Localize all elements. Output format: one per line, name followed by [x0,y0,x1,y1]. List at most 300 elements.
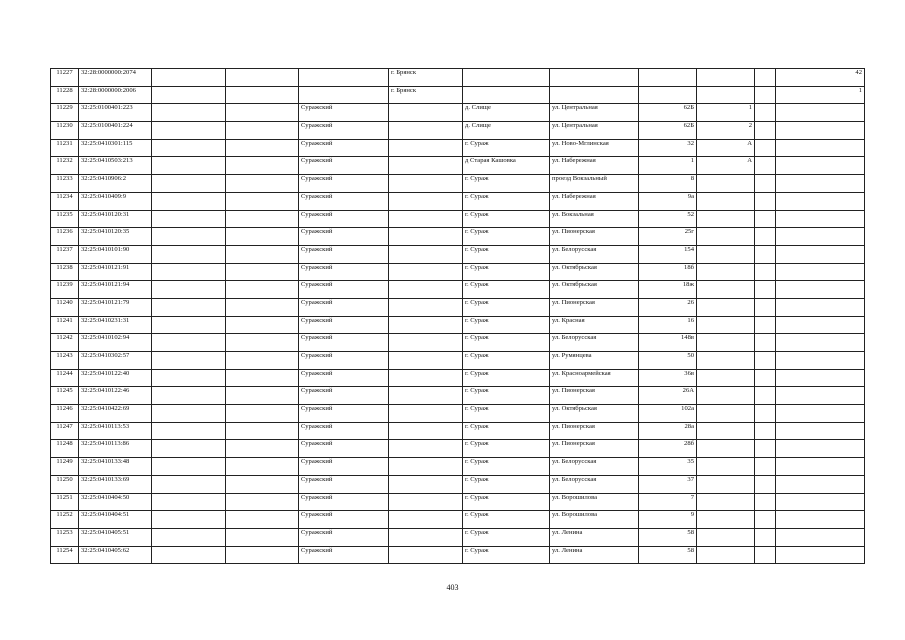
empty-cell [755,139,776,157]
empty-cell [755,369,776,387]
locality-cell: г. Сураж [463,281,550,299]
locality-cell: г. Сураж [463,263,550,281]
empty-cell [755,511,776,529]
unit-cell [697,263,755,281]
empty-cell [755,422,776,440]
row-number: 11237 [51,245,79,263]
empty-cell [152,528,226,546]
empty-cell [226,210,299,228]
empty-cell [152,245,226,263]
district-cell [299,86,389,104]
cadastral-number: 32:28:0000000:2006 [79,86,152,104]
house-number: 26 [639,298,697,316]
unit-cell [697,493,755,511]
unit-cell [697,369,755,387]
settlement-cell [389,245,463,263]
extra-cell [776,511,865,529]
unit-cell [697,69,755,87]
empty-cell [755,352,776,370]
empty-cell [755,210,776,228]
table-row [51,440,865,458]
table-row [51,281,865,299]
settlement-cell [389,175,463,193]
locality-cell: г. Сураж [463,546,550,564]
locality-cell: д. Слище [463,122,550,140]
district-cell: Суражский [299,175,389,193]
row-number: 11253 [51,528,79,546]
house-number: 18б [639,263,697,281]
house-number: 32 [639,139,697,157]
street-cell: проезд Вокзальный [550,175,639,193]
empty-cell [755,281,776,299]
house-number: 58 [639,528,697,546]
table-row [51,316,865,334]
extra-cell [776,298,865,316]
settlement-cell [389,192,463,210]
empty-cell [226,405,299,423]
unit-cell [697,192,755,210]
empty-cell [226,139,299,157]
empty-cell [755,405,776,423]
street-cell: ул. Набережная [550,157,639,175]
settlement-cell [389,511,463,529]
district-cell: Суражский [299,387,389,405]
empty-cell [226,298,299,316]
settlement-cell [389,263,463,281]
empty-cell [755,298,776,316]
street-cell: ул. Октябрьская [550,263,639,281]
table-row [51,104,865,122]
empty-cell [152,139,226,157]
empty-cell [226,511,299,529]
street-cell: ул. Вокзальная [550,210,639,228]
district-cell: Суражский [299,298,389,316]
empty-cell [226,528,299,546]
cadastral-number: 32:25:0410133:48 [79,458,152,476]
row-number: 11254 [51,546,79,564]
street-cell: ул. Красная [550,316,639,334]
street-cell: ул. Пионерская [550,298,639,316]
extra-cell [776,440,865,458]
table-row [51,528,865,546]
cadastral-number: 32:25:0100401:223 [79,104,152,122]
row-number: 11240 [51,298,79,316]
table-row [51,493,865,511]
cadastral-number: 32:28:0000000:2074 [79,69,152,87]
settlement-cell: г. Брянск [389,69,463,87]
empty-cell [226,104,299,122]
locality-cell: г. Сураж [463,422,550,440]
district-cell: Суражский [299,192,389,210]
street-cell: ул. Белорусская [550,245,639,263]
empty-cell [152,122,226,140]
locality-cell: г. Сураж [463,440,550,458]
house-number: 25г [639,228,697,246]
district-cell: Суражский [299,352,389,370]
unit-cell [697,440,755,458]
table-row [51,192,865,210]
street-cell: ул. Центральная [550,122,639,140]
locality-cell: д Старая Кашовка [463,157,550,175]
empty-cell [755,86,776,104]
locality-cell: г. Сураж [463,352,550,370]
row-number: 11227 [51,69,79,87]
empty-cell [226,69,299,87]
empty-cell [755,192,776,210]
empty-cell [152,334,226,352]
street-cell: ул. Октябрьская [550,405,639,423]
empty-cell [755,316,776,334]
empty-cell [152,86,226,104]
settlement-cell [389,352,463,370]
locality-cell [463,69,550,87]
street-cell: ул. Румянцева [550,352,639,370]
empty-cell [226,458,299,476]
empty-cell [152,369,226,387]
cadastral-number: 32:25:0410121:91 [79,263,152,281]
street-cell: ул. Красноармейская [550,369,639,387]
row-number: 11236 [51,228,79,246]
row-number: 11250 [51,475,79,493]
extra-cell [776,369,865,387]
empty-cell [152,458,226,476]
extra-cell [776,387,865,405]
table-row [51,334,865,352]
street-cell: ул. Пионерская [550,440,639,458]
unit-cell [697,528,755,546]
extra-cell [776,546,865,564]
district-cell: Суражский [299,475,389,493]
empty-cell [152,210,226,228]
cadastral-number: 32:25:0410102:94 [79,334,152,352]
cadastral-number: 32:25:0410503:213 [79,157,152,175]
row-number: 11233 [51,175,79,193]
extra-cell [776,422,865,440]
street-cell: ул. Пионерская [550,422,639,440]
street-cell: ул. Белорусская [550,458,639,476]
district-cell: Суражский [299,528,389,546]
settlement-cell [389,405,463,423]
cadastral-number: 32:25:0410121:79 [79,298,152,316]
empty-cell [226,192,299,210]
table-row [51,122,865,140]
district-cell: Суражский [299,369,389,387]
extra-cell [776,316,865,334]
settlement-cell [389,228,463,246]
table-row [51,511,865,529]
empty-cell [755,175,776,193]
row-number: 11228 [51,86,79,104]
unit-cell: А [697,157,755,175]
cadastral-number: 32:25:0410302:57 [79,352,152,370]
street-cell [550,69,639,87]
empty-cell [755,475,776,493]
row-number: 11249 [51,458,79,476]
locality-cell: г. Сураж [463,192,550,210]
settlement-cell [389,104,463,122]
settlement-cell [389,316,463,334]
cadastral-number: 32:25:0410906:2 [79,175,152,193]
locality-cell: г. Сураж [463,228,550,246]
house-number: 62Б [639,104,697,122]
empty-cell [755,228,776,246]
district-cell: Суражский [299,458,389,476]
empty-cell [755,493,776,511]
unit-cell [697,422,755,440]
extra-cell [776,245,865,263]
row-number: 11230 [51,122,79,140]
empty-cell [152,387,226,405]
row-number: 11251 [51,493,79,511]
empty-cell [226,122,299,140]
district-cell: Суражский [299,139,389,157]
page-number: 403 [446,583,459,592]
unit-cell [697,387,755,405]
empty-cell [226,493,299,511]
empty-cell [152,157,226,175]
extra-cell [776,175,865,193]
district-cell: Суражский [299,157,389,175]
empty-cell [152,405,226,423]
extra-cell [776,458,865,476]
district-cell: Суражский [299,281,389,299]
street-cell [550,86,639,104]
street-cell: ул. Центральная [550,104,639,122]
empty-cell [152,228,226,246]
locality-cell: г. Сураж [463,139,550,157]
locality-cell: г. Сураж [463,528,550,546]
table-row [51,422,865,440]
settlement-cell [389,210,463,228]
unit-cell [697,475,755,493]
empty-cell [226,281,299,299]
unit-cell [697,405,755,423]
street-cell: ул. Ворошилова [550,511,639,529]
empty-cell [152,69,226,87]
empty-cell [226,387,299,405]
street-cell: ул. Пионерская [550,387,639,405]
row-number: 11235 [51,210,79,228]
locality-cell: г. Сураж [463,458,550,476]
settlement-cell [389,369,463,387]
empty-cell [226,245,299,263]
unit-cell: 1 [697,104,755,122]
extra-cell [776,104,865,122]
empty-cell [755,387,776,405]
empty-cell [152,475,226,493]
settlement-cell [389,139,463,157]
table-row [51,352,865,370]
locality-cell: г. Сураж [463,369,550,387]
locality-cell [463,86,550,104]
house-number: 36в [639,369,697,387]
extra-cell [776,228,865,246]
row-number: 11244 [51,369,79,387]
empty-cell [152,511,226,529]
house-number: 28а [639,422,697,440]
house-number: 18ж [639,281,697,299]
empty-cell [755,458,776,476]
extra-cell [776,281,865,299]
locality-cell: г. Сураж [463,334,550,352]
row-number: 11241 [51,316,79,334]
street-cell: ул. Пионерская [550,228,639,246]
empty-cell [226,440,299,458]
row-number: 11238 [51,263,79,281]
empty-cell [152,440,226,458]
locality-cell: г. Сураж [463,511,550,529]
cadastral-number: 32:25:0410404:51 [79,511,152,529]
unit-cell [697,546,755,564]
table-row [51,69,865,87]
table-row [51,475,865,493]
locality-cell: г. Сураж [463,245,550,263]
table-row [51,86,865,104]
house-number: 9 [639,511,697,529]
table-row [51,139,865,157]
street-cell: ул. Белорусская [550,475,639,493]
district-cell: Суражский [299,245,389,263]
table-row [51,387,865,405]
unit-cell [697,281,755,299]
house-number [639,69,697,87]
house-number [639,86,697,104]
house-number: 62Б [639,122,697,140]
unit-cell [697,316,755,334]
house-number: 58 [639,546,697,564]
settlement-cell [389,122,463,140]
empty-cell [755,69,776,87]
empty-cell [226,546,299,564]
row-number: 11234 [51,192,79,210]
unit-cell [697,210,755,228]
cadastral-number: 32:25:0410231:31 [79,316,152,334]
row-number: 11246 [51,405,79,423]
cadastral-number: 32:25:0410120:35 [79,228,152,246]
extra-cell [776,493,865,511]
settlement-cell [389,546,463,564]
empty-cell [755,546,776,564]
street-cell: ул. Набережная [550,192,639,210]
street-cell: ул. Октябрьская [550,281,639,299]
house-number: 35 [639,458,697,476]
empty-cell [226,263,299,281]
row-number: 11247 [51,422,79,440]
empty-cell [226,86,299,104]
settlement-cell [389,334,463,352]
unit-cell [697,175,755,193]
district-cell: Суражский [299,405,389,423]
unit-cell: 2 [697,122,755,140]
house-number: 52 [639,210,697,228]
extra-cell [776,528,865,546]
settlement-cell [389,298,463,316]
cadastral-number: 32:25:0410122:40 [79,369,152,387]
district-cell [299,69,389,87]
house-number: 1 [639,157,697,175]
locality-cell: г. Сураж [463,493,550,511]
district-cell: Суражский [299,422,389,440]
settlement-cell [389,440,463,458]
unit-cell [697,86,755,104]
table-row [51,263,865,281]
house-number: 26А [639,387,697,405]
district-cell: Суражский [299,511,389,529]
empty-cell [226,352,299,370]
extra-cell [776,157,865,175]
district-cell: Суражский [299,440,389,458]
empty-cell [755,245,776,263]
row-number: 11239 [51,281,79,299]
empty-cell [152,546,226,564]
district-cell: Суражский [299,316,389,334]
table-row [51,458,865,476]
empty-cell [755,122,776,140]
empty-cell [226,228,299,246]
street-cell: ул. Белорусская [550,334,639,352]
empty-cell [755,528,776,546]
row-number: 11248 [51,440,79,458]
table-row [51,369,865,387]
empty-cell [755,263,776,281]
extra-cell: 1 [776,86,865,104]
house-number: 50 [639,352,697,370]
cadastral-number: 32:25:0410409:9 [79,192,152,210]
locality-cell: г. Сураж [463,405,550,423]
extra-cell [776,334,865,352]
district-cell: Суражский [299,334,389,352]
settlement-cell [389,493,463,511]
empty-cell [152,104,226,122]
cadastral-number: 32:25:0100401:224 [79,122,152,140]
cadastral-number: 32:25:0410113:53 [79,422,152,440]
cadastral-number: 32:25:0410422:69 [79,405,152,423]
street-cell: ул. Ленина [550,546,639,564]
extra-cell [776,263,865,281]
cadastral-number: 32:25:0410113:86 [79,440,152,458]
unit-cell [697,228,755,246]
locality-cell: г. Сураж [463,210,550,228]
house-number: 28б [639,440,697,458]
empty-cell [755,334,776,352]
unit-cell [697,334,755,352]
unit-cell [697,352,755,370]
extra-cell [776,192,865,210]
table-row [51,157,865,175]
district-cell: Суражский [299,546,389,564]
settlement-cell [389,475,463,493]
table-row [51,405,865,423]
extra-cell: 42 [776,69,865,87]
empty-cell [152,175,226,193]
extra-cell [776,122,865,140]
empty-cell [226,175,299,193]
settlement-cell: г. Брянск [389,86,463,104]
district-cell: Суражский [299,122,389,140]
house-number: 7 [639,493,697,511]
empty-cell [152,422,226,440]
house-number: 37 [639,475,697,493]
empty-cell [152,493,226,511]
settlement-cell [389,387,463,405]
cadastral-number: 32:25:0410133:69 [79,475,152,493]
empty-cell [226,422,299,440]
extra-cell [776,475,865,493]
row-number: 11243 [51,352,79,370]
street-cell: ул. Ворошилова [550,493,639,511]
district-cell: Суражский [299,210,389,228]
locality-cell: г. Сураж [463,387,550,405]
